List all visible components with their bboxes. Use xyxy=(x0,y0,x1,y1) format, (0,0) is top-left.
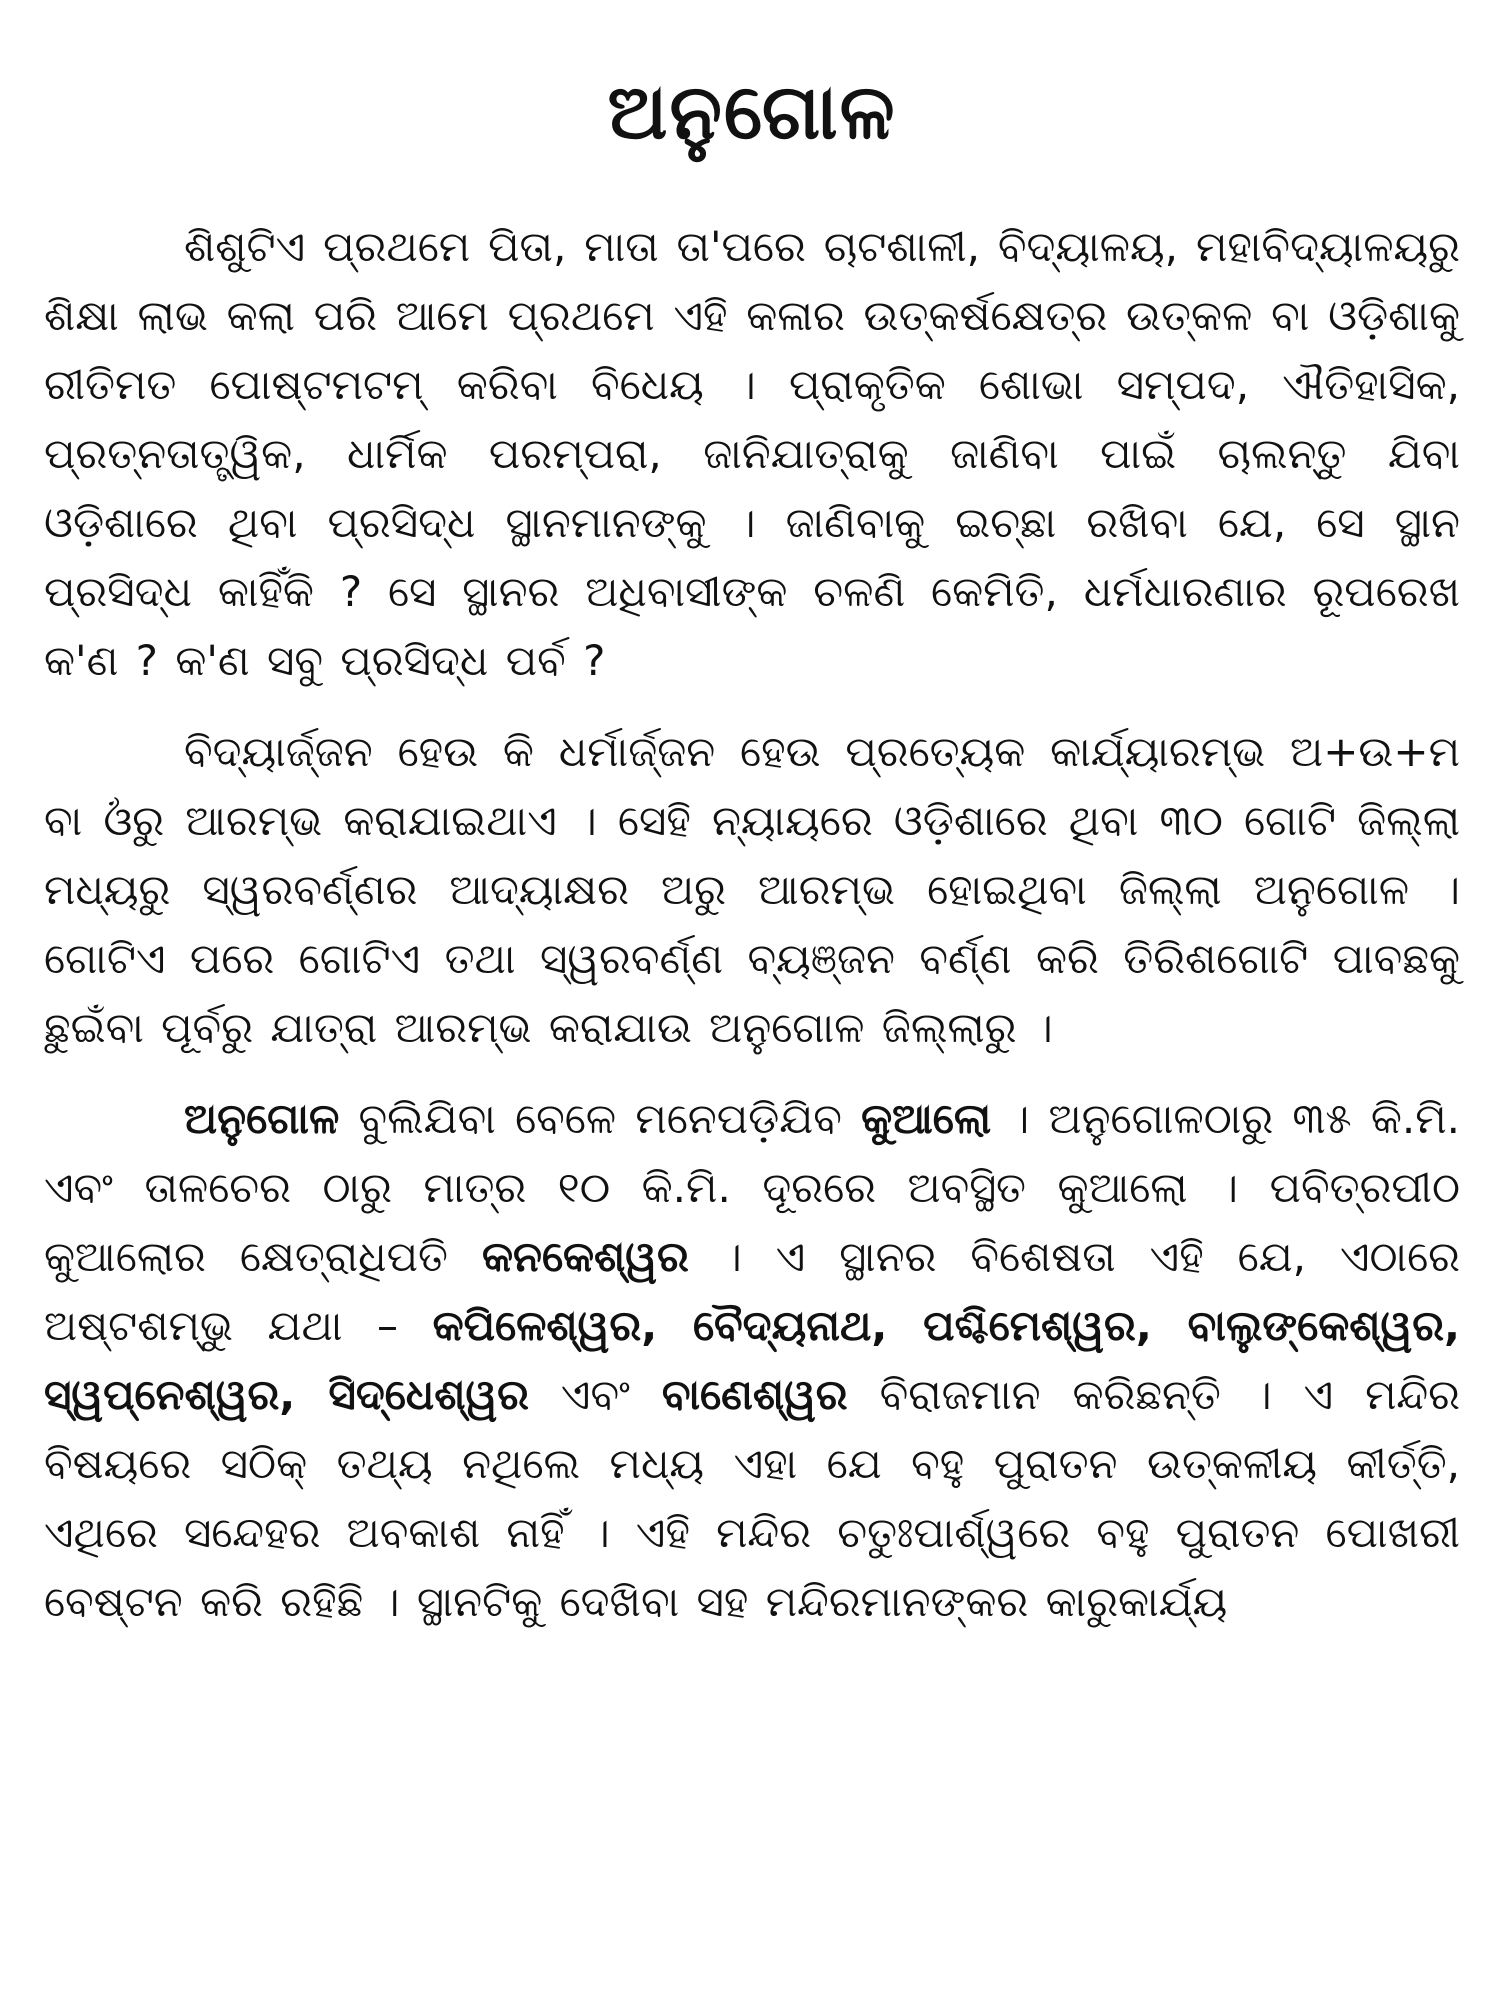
bold-term: ଅନୁଗୋଳ xyxy=(184,1093,340,1143)
paragraph-text: ବିଦ୍ୟାର୍ଜ୍ଜନ ହେଉ କି ଧର୍ମାର୍ଜ୍ଜନ ହେଉ ପ୍ରତ୍ୟେକ କାର୍ଯ୍ୟାରମ୍ଭ ଅ+ଉ+ମ ବା ଓଁରୁ ଆରମ୍ଭ କରାଯାଇଥାଏ । ସେହି ନ୍ୟାୟରେ ଓଡ଼ିଶାରେ ଥିବା ୩୦ ଗୋଟି ଜିଲ୍ଲା ମଧ୍ୟରୁ ସ୍ୱରବର୍ଣ୍ଣର ଆଦ୍ୟାକ୍ଷର ଅରୁ ଆରମ୍ଭ ହୋଇଥିବା ଜିଲ୍ଲା ଅନୁଗୋଳ । ଗୋଟିଏ ପରେ ଗୋଟିଏ ତଥା ସ୍ୱରବର୍ଣ୍ଣ ବ୍ୟଞ୍ଜନ ବର୍ଣ୍ଣ କରି ତିରିଶଗୋଟି ପାବଛକୁ ଛୁଇଁବା ପୂର୍ବରୁ ଯାତ୍ରା ଆରମ୍ଭ କରାଯାଉ ଅନୁଗୋଳ ଜିଲ୍ଲାରୁ । xyxy=(44,726,1460,1052)
page-title: ଅନୁଗୋଳ xyxy=(607,67,897,156)
bold-term: କୁଆଲୋ xyxy=(861,1093,992,1143)
paragraph-text: । ଏ ସ୍ଥାନର ବିଶେଷତା ଏହି ଯେ, ଏଠାରେ ଅଷ୍ଟଶମ୍ଭୁ ଯଥା – xyxy=(44,1231,1461,1350)
paragraph-3 xyxy=(44,1084,1460,1636)
paragraph-text: ବିରାଜମାନ କରିଛନ୍ତି । ଏ ମନ୍ଦିର ବିଷୟରେ ସଠିକ୍ ତଥ୍ୟ ନଥିଲେ ମଧ୍ୟ ଏହା ଯେ ବହୁ ପୁରାତନ ଉତ୍କଳୀୟ କୀର୍ତ୍ତି, ଏଥିରେ ସନ୍ଦେହର ଅବକାଶ ନାହିଁ । ଏହି ମନ୍ଦିର ଚତୁଃପାର୍ଶ୍ୱରେ ବହୁ ପୁରାତନ ପୋଖରୀ ବେଷ୍ଟନ କରି ରହିଛି । ସ୍ଥାନଟିକୁ ଦେଖିବା ସହ ମନ୍ଦିରମାନଙ୍କର କାରୁକାର୍ଯ୍ୟ xyxy=(44,1369,1460,1626)
paragraph-1 xyxy=(44,212,1460,695)
paragraph-text: । ଅନୁଗୋଳଠାରୁ ୩୫ କି.ମି. ଏବଂ ତାଳଚେର ଠାରୁ ମାତ୍ର ୧୦ କି.ମି. ଦୂରରେ ଅବସ୍ଥିତ କୁଆଲୋ । ପବିତ୍ରପୀଠ କୁଆଲୋର କ୍ଷେତ୍ରାଧିପତି xyxy=(44,1093,1460,1281)
paragraph-2 xyxy=(44,717,1460,1062)
bold-term: କନକେଶ୍ୱର xyxy=(481,1231,689,1281)
bold-term: କପିଳେଶ୍ୱର, ବୈଦ୍ୟନାଥ, ପଶ୍ଚିମେଶ୍ୱର, ବାଲୁଙ୍କେଶ୍ୱର, ସ୍ୱପ୍ନେଶ୍ୱର, ସିଦ୍ଧେଶ୍ୱର xyxy=(44,1300,1460,1419)
paragraph-text: ଏବଂ xyxy=(529,1369,662,1419)
bold-term: ବାଣେଶ୍ୱର xyxy=(661,1369,848,1419)
paragraph-text: ବୁଲିଯିବା ବେଳେ ମନେପଡ଼ିଯିବ xyxy=(339,1093,862,1143)
paragraph-text: ଶିଶୁଟିଏ ପ୍ରଥମେ ପିତା, ମାତା ତା'ପରେ ଚାଟଶାଳୀ, ବିଦ୍ୟାଳୟ, ମହାବିଦ୍ୟାଳୟରୁ ଶିକ୍ଷା ଲାଭ କଲା ପରି ଆମେ ପ୍ରଥମେ ଏହି କଳାର ଉତ୍କର୍ଷକ୍ଷେତ୍ର ଉତ୍କଳ ବା ଓଡ଼ିଶାକୁ ରୀତିମତ ପୋଷ୍ଟମଟମ୍ କରିବା ବିଧେୟ । ପ୍ରାକୃତିକ ଶୋଭା ସମ୍ପଦ, ଐତିହାସିକ, ପ୍ରତ୍ନତାତ୍ତ୍ୱିକ, ଧାର୍ମିକ ପରମ୍ପରା, ଜାନିଯାତ୍ରାକୁ ଜାଣିବା ପାଇଁ ଚାଲନ୍ତୁ ଯିବା ଓଡ଼ିଶାରେ ଥିବା ପ୍ରସିଦ୍ଧ ସ୍ଥାନମାନଙ୍କୁ । ଜାଣିବାକୁ ଇଚ୍ଛା ରଖିବା ଯେ, ସେ ସ୍ଥାନ ପ୍ରସିଦ୍ଧ କାହିଁକି ? ସେ ସ୍ଥାନର ଅଧିବାସୀଙ୍କ ଚଳଣି କେମିତି, ଧର୍ମଧାରଣାର ରୂପରେଖ କ'ଣ ? କ'ଣ ସବୁ ପ୍ରସିଦ୍ଧ ପର୍ବ ? xyxy=(44,221,1461,685)
